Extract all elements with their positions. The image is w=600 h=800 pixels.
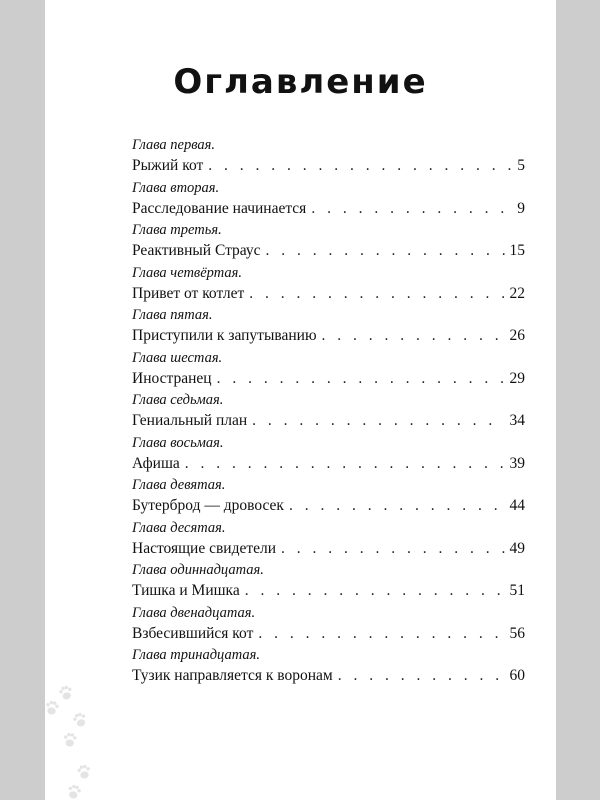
chapter-number: Глава седьмая. <box>132 392 224 408</box>
chapter-title: Гениальный план <box>132 412 248 429</box>
chapter-number: Глава вторая. <box>132 179 220 196</box>
chapter-line <box>132 581 525 601</box>
page-number: 51 <box>509 582 525 599</box>
chapter-title: Расследование начинается <box>132 199 307 217</box>
dot-leader <box>311 199 512 219</box>
chapter-line <box>132 454 525 474</box>
dot-leader <box>289 496 505 516</box>
toc-entry <box>132 264 525 307</box>
toc-entry <box>132 646 525 689</box>
toc-entry <box>132 434 525 477</box>
chapter-line <box>132 539 525 559</box>
chapter-number: Глава двенадцатая. <box>132 604 256 621</box>
chapter-line <box>132 326 525 346</box>
dot-leader <box>338 666 505 686</box>
paw-print-icon <box>45 700 60 715</box>
chapter-number: Глава шестая. <box>132 349 223 366</box>
page-title: Оглавление <box>173 62 428 102</box>
dot-leader <box>281 539 504 559</box>
chapter-title: Взбесившийся кот <box>132 624 254 642</box>
toc-entry <box>132 179 525 222</box>
paw-print-icon <box>63 733 77 747</box>
toc-entry <box>132 349 525 392</box>
chapter-number: Глава девятая. <box>132 477 226 493</box>
chapter-line <box>132 156 525 176</box>
dot-leader <box>249 284 504 304</box>
page-number: 34 <box>509 412 525 429</box>
dot-leader <box>245 581 505 601</box>
chapter-line <box>132 284 525 304</box>
dot-leader <box>252 411 504 431</box>
book-page <box>45 0 556 800</box>
page-number: 15 <box>509 242 525 259</box>
dot-leader <box>266 241 505 261</box>
chapter-title: Бутерброд — дровосек <box>132 497 284 514</box>
chapter-title: Иностранец <box>132 369 212 387</box>
paw-print-icon <box>66 784 82 800</box>
chapter-number: Глава пятая. <box>132 307 213 323</box>
paw-print-icon <box>77 764 92 779</box>
page-number: 56 <box>509 624 525 642</box>
toc-entry <box>132 306 525 349</box>
chapter-title: Афиша <box>132 454 180 472</box>
toc-entry <box>132 519 525 562</box>
page-number: 29 <box>509 369 525 387</box>
dot-leader <box>258 624 504 644</box>
dot-leader <box>322 326 505 346</box>
chapter-title: Тишка и Мишка <box>132 582 240 599</box>
toc-entry <box>132 391 525 434</box>
chapter-number: Глава первая. <box>132 137 216 153</box>
chapter-line <box>132 496 525 516</box>
chapter-line <box>132 241 525 261</box>
dot-leader <box>185 454 505 474</box>
page-number: 44 <box>509 497 525 514</box>
page-number: 49 <box>509 539 525 557</box>
dot-leader <box>208 156 512 176</box>
chapter-title: Рыжий кот <box>132 157 204 174</box>
paw-print-icon <box>72 711 88 728</box>
toc-entry <box>132 221 525 264</box>
chapter-number: Глава десятая. <box>132 519 226 536</box>
chapter-title: Тузик направляется к воронам <box>132 667 333 684</box>
chapter-number: Глава третья. <box>132 222 222 238</box>
toc-entry <box>132 136 525 179</box>
chapter-line <box>132 369 525 389</box>
dot-leader <box>217 369 505 389</box>
table-of-contents <box>132 136 525 689</box>
page-number: 9 <box>517 199 525 217</box>
chapter-number: Глава четвёртая. <box>132 264 242 281</box>
chapter-title: Приступили к запутыванию <box>132 327 317 344</box>
page-number: 60 <box>509 667 525 684</box>
paw-prints-decoration <box>0 0 120 800</box>
chapter-title: Привет от котлет <box>132 284 245 302</box>
chapter-line <box>132 666 525 686</box>
chapter-title: Реактивный Страус <box>132 242 261 259</box>
page-number: 5 <box>517 157 525 174</box>
page-number: 22 <box>509 284 525 302</box>
chapter-title: Настоящие свидетели <box>132 539 277 557</box>
chapter-number: Глава одиннадцатая. <box>132 562 264 578</box>
toc-entry <box>132 604 525 647</box>
chapter-line <box>132 411 525 431</box>
chapter-line <box>132 624 525 644</box>
page-number: 26 <box>509 327 525 344</box>
toc-entry <box>132 476 525 519</box>
chapter-line <box>132 199 525 219</box>
toc-entry <box>132 561 525 604</box>
chapter-number: Глава тринадцатая. <box>132 647 260 663</box>
chapter-number: Глава восьмая. <box>132 434 224 451</box>
paw-print-icon <box>58 685 74 701</box>
page-number: 39 <box>509 454 525 472</box>
